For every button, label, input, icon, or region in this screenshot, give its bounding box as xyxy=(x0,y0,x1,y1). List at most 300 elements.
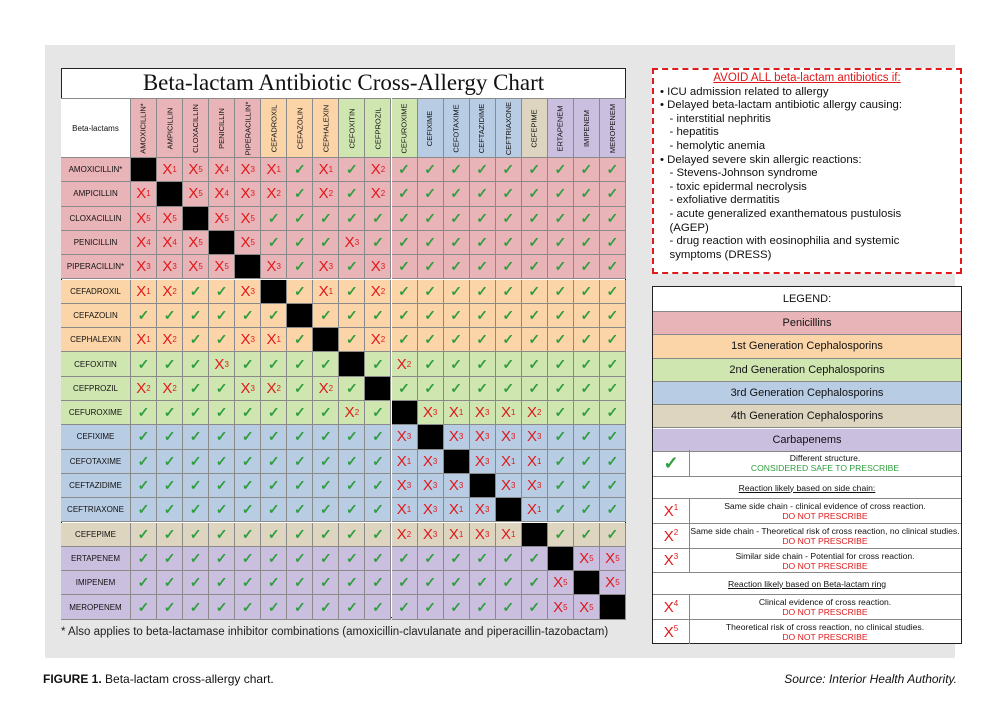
safe-check-cell: ✓ xyxy=(470,231,496,255)
safe-check-cell: ✓ xyxy=(600,523,626,547)
legend-group: 3rd Generation Cephalosporins xyxy=(653,382,961,405)
safe-check-cell: ✓ xyxy=(522,547,548,571)
safe-check-cell: ✓ xyxy=(157,450,183,474)
cross-reaction-cell: X 3 xyxy=(522,474,548,498)
diagonal-cell xyxy=(444,450,470,474)
safe-check-cell: ✓ xyxy=(313,498,339,522)
safe-check-cell: ✓ xyxy=(548,450,574,474)
cross-reaction-cell: X 3 xyxy=(209,352,235,376)
safe-check-cell: ✓ xyxy=(131,450,157,474)
diagonal-cell xyxy=(157,182,183,206)
safe-check-cell: ✓ xyxy=(183,547,209,571)
safe-check-cell: ✓ xyxy=(313,571,339,595)
safe-check-cell: ✓ xyxy=(522,158,548,182)
diagonal-cell xyxy=(600,595,626,619)
safe-check-cell: ✓ xyxy=(365,498,391,522)
x1-icon: $X^1$ xyxy=(653,499,690,523)
safe-check-cell: ✓ xyxy=(365,352,391,376)
safe-check-cell: ✓ xyxy=(339,207,365,231)
legend-x2 xyxy=(653,524,961,549)
avoid-list xyxy=(660,86,954,263)
cross-reaction-cell: X 5 xyxy=(157,207,183,231)
safe-check-cell: ✓ xyxy=(574,523,600,547)
safe-check-cell: ✓ xyxy=(261,523,287,547)
avoid-item: - exfoliative dermatitis xyxy=(660,194,780,207)
safe-check-cell: ✓ xyxy=(183,401,209,425)
safe-check-cell: ✓ xyxy=(209,401,235,425)
column-header: ERTAPENEM xyxy=(548,98,574,158)
safe-check-cell: ✓ xyxy=(235,595,261,619)
cross-reaction-cell: X 3 xyxy=(444,425,470,449)
diagonal-cell xyxy=(418,425,444,449)
cross-reaction-cell: X 5 xyxy=(548,571,574,595)
cross-reaction-cell: X 3 xyxy=(444,474,470,498)
legend-safe xyxy=(653,450,961,477)
safe-check-cell: ✓ xyxy=(470,352,496,376)
column-header: CEFAZOLIN xyxy=(287,98,313,158)
cross-reaction-cell: X 3 xyxy=(131,255,157,279)
cross-reaction-cell: X 3 xyxy=(313,255,339,279)
row-label: CEFOTAXIME xyxy=(61,450,131,474)
cross-reaction-cell: X 4 xyxy=(157,231,183,255)
safe-check-cell: ✓ xyxy=(313,352,339,376)
legend-x5-text: Theoretical risk of cross reaction, no clinical studies. xyxy=(725,622,925,632)
diagonal-cell xyxy=(313,328,339,352)
safe-check-cell: ✓ xyxy=(287,280,313,304)
safe-check-cell: ✓ xyxy=(496,328,522,352)
column-header: CEFPROZIL xyxy=(365,98,391,158)
safe-check-cell: ✓ xyxy=(261,450,287,474)
diagonal-cell xyxy=(261,280,287,304)
column-header: CEFADROXIL xyxy=(261,98,287,158)
safe-check-cell: ✓ xyxy=(365,571,391,595)
safe-check-cell: ✓ xyxy=(574,352,600,376)
cross-reaction-cell: X 3 xyxy=(522,425,548,449)
safe-check-cell: ✓ xyxy=(183,450,209,474)
safe-check-cell: ✓ xyxy=(235,523,261,547)
safe-check-cell: ✓ xyxy=(157,352,183,376)
safe-check-cell: ✓ xyxy=(574,158,600,182)
safe-check-cell: ✓ xyxy=(339,280,365,304)
safe-check-cell: ✓ xyxy=(600,352,626,376)
safe-check-cell: ✓ xyxy=(548,523,574,547)
safe-check-cell: ✓ xyxy=(392,328,418,352)
safe-check-cell: ✓ xyxy=(418,328,444,352)
safe-check-cell: ✓ xyxy=(365,207,391,231)
legend-safe-line2: CONSIDERED SAFE TO PRESCRIBE xyxy=(750,463,900,473)
safe-check-cell: ✓ xyxy=(418,255,444,279)
safe-check-cell: ✓ xyxy=(496,352,522,376)
safe-check-cell: ✓ xyxy=(131,595,157,619)
diagonal-cell xyxy=(574,571,600,595)
safe-check-cell: ✓ xyxy=(261,401,287,425)
safe-check-cell: ✓ xyxy=(600,377,626,401)
safe-check-cell: ✓ xyxy=(574,231,600,255)
safe-check-cell: ✓ xyxy=(600,401,626,425)
diagonal-cell xyxy=(365,377,391,401)
safe-check-cell: ✓ xyxy=(444,352,470,376)
safe-check-cell: ✓ xyxy=(339,255,365,279)
safe-check-cell: ✓ xyxy=(444,595,470,619)
safe-check-cell: ✓ xyxy=(313,474,339,498)
cross-reaction-cell: X 3 xyxy=(418,498,444,522)
safe-check-cell: ✓ xyxy=(183,595,209,619)
diagonal-cell xyxy=(209,231,235,255)
safe-check-cell: ✓ xyxy=(339,523,365,547)
safe-check-cell: ✓ xyxy=(183,474,209,498)
diagonal-cell xyxy=(496,498,522,522)
cross-reaction-cell: X 2 xyxy=(157,328,183,352)
row-label: CLOXACILLIN xyxy=(61,207,131,231)
safe-check-cell: ✓ xyxy=(287,352,313,376)
cross-reaction-cell: X 5 xyxy=(574,547,600,571)
safe-check-cell: ✓ xyxy=(600,280,626,304)
cross-reaction-cell: X 1 xyxy=(313,280,339,304)
legend-group: Penicillins xyxy=(653,312,961,335)
cross-reaction-cell: X 3 xyxy=(418,523,444,547)
safe-check-cell: ✓ xyxy=(313,231,339,255)
safe-check-cell: ✓ xyxy=(496,595,522,619)
column-header: AMPICILLIN xyxy=(157,98,183,158)
cross-reaction-cell: X 2 xyxy=(313,182,339,206)
safe-check-cell: ✓ xyxy=(157,401,183,425)
safe-check-cell: ✓ xyxy=(548,207,574,231)
row-label: AMOXICILLIN* xyxy=(61,158,131,182)
cross-reaction-cell: X 3 xyxy=(418,474,444,498)
safe-check-cell: ✓ xyxy=(287,255,313,279)
legend-x3-warning: DO NOT PRESCRIBE xyxy=(782,560,868,571)
cross-reaction-cell: X 1 xyxy=(444,498,470,522)
legend-ring-header: Reaction likely based on Beta-lactam ring xyxy=(653,573,961,595)
safe-check-cell: ✓ xyxy=(444,231,470,255)
safe-check-cell: ✓ xyxy=(209,595,235,619)
safe-check-cell: ✓ xyxy=(548,304,574,328)
avoid-item: - hepatitis xyxy=(660,126,719,139)
safe-check-cell: ✓ xyxy=(157,523,183,547)
safe-check-cell: ✓ xyxy=(600,207,626,231)
safe-check-cell: ✓ xyxy=(522,207,548,231)
column-header: PENICILLIN xyxy=(209,98,235,158)
safe-check-cell: ✓ xyxy=(131,425,157,449)
safe-check-cell: ✓ xyxy=(131,304,157,328)
safe-check-cell: ✓ xyxy=(496,571,522,595)
safe-check-cell: ✓ xyxy=(339,425,365,449)
cross-reaction-cell: X 3 xyxy=(392,425,418,449)
avoid-box xyxy=(652,68,962,274)
avoid-item: • Delayed severe skin allergic reactions: xyxy=(660,153,862,166)
safe-check-cell: ✓ xyxy=(548,425,574,449)
x4-icon: $X^4$ xyxy=(653,595,690,619)
cross-reaction-cell: X 2 xyxy=(157,280,183,304)
cross-reaction-cell: X 5 xyxy=(600,547,626,571)
safe-check-cell: ✓ xyxy=(339,595,365,619)
cross-reaction-cell: X 2 xyxy=(365,328,391,352)
safe-check-cell: ✓ xyxy=(183,523,209,547)
safe-check-cell: ✓ xyxy=(392,231,418,255)
avoid-item: symptoms (DRESS) xyxy=(660,248,772,261)
safe-check-cell: ✓ xyxy=(496,547,522,571)
safe-check-cell: ✓ xyxy=(209,425,235,449)
safe-check-cell: ✓ xyxy=(287,377,313,401)
safe-check-cell: ✓ xyxy=(418,595,444,619)
row-label: ERTAPENEM xyxy=(61,547,131,571)
safe-check-cell: ✓ xyxy=(183,352,209,376)
cross-reaction-cell: X 1 xyxy=(131,328,157,352)
safe-check-cell: ✓ xyxy=(574,474,600,498)
safe-check-cell: ✓ xyxy=(574,377,600,401)
cross-reaction-cell: X 2 xyxy=(365,158,391,182)
safe-check-cell: ✓ xyxy=(209,377,235,401)
safe-check-cell: ✓ xyxy=(418,571,444,595)
cross-reaction-cell: X 1 xyxy=(496,523,522,547)
safe-check-cell: ✓ xyxy=(548,182,574,206)
cross-reaction-cell: X 3 xyxy=(470,450,496,474)
safe-check-cell: ✓ xyxy=(600,304,626,328)
x3-icon: $X^3$ xyxy=(653,549,690,572)
cross-reaction-cell: X 1 xyxy=(522,498,548,522)
cross-reaction-cell: X 3 xyxy=(418,401,444,425)
safe-check-cell: ✓ xyxy=(574,182,600,206)
safe-check-cell: ✓ xyxy=(418,377,444,401)
safe-check-cell: ✓ xyxy=(470,255,496,279)
cross-reaction-cell: X 2 xyxy=(392,352,418,376)
safe-check-cell: ✓ xyxy=(574,255,600,279)
cross-reaction-cell: X 3 xyxy=(339,231,365,255)
safe-check-cell: ✓ xyxy=(313,401,339,425)
cross-reaction-cell: X 1 xyxy=(313,158,339,182)
diagonal-cell xyxy=(548,547,574,571)
row-label: CEFOXITIN xyxy=(61,352,131,376)
safe-check-cell: ✓ xyxy=(444,328,470,352)
safe-check-cell: ✓ xyxy=(470,547,496,571)
safe-check-cell: ✓ xyxy=(157,474,183,498)
safe-check-cell: ✓ xyxy=(574,401,600,425)
row-header-label: Beta-lactams xyxy=(61,98,131,158)
safe-check-cell: ✓ xyxy=(548,328,574,352)
safe-check-cell: ✓ xyxy=(339,304,365,328)
safe-check-cell: ✓ xyxy=(365,425,391,449)
cross-reaction-cell: X 3 xyxy=(418,450,444,474)
safe-check-cell: ✓ xyxy=(548,352,574,376)
chart-title: Beta-lactam Antibiotic Cross-Allergy Chart xyxy=(142,70,545,95)
safe-check-cell: ✓ xyxy=(548,401,574,425)
safe-check-cell: ✓ xyxy=(522,255,548,279)
safe-check-cell: ✓ xyxy=(522,377,548,401)
safe-check-cell: ✓ xyxy=(392,304,418,328)
safe-check-cell: ✓ xyxy=(235,450,261,474)
safe-check-cell: ✓ xyxy=(496,207,522,231)
diagonal-cell xyxy=(287,304,313,328)
cross-reaction-cell: X 2 xyxy=(339,401,365,425)
legend-title: LEGEND: xyxy=(653,287,961,312)
safe-check-cell: ✓ xyxy=(261,352,287,376)
safe-check-cell: ✓ xyxy=(157,571,183,595)
safe-check-cell: ✓ xyxy=(496,255,522,279)
chart-footnote: * Also applies to beta-lactamase inhibitor combinations (amoxicillin-clavulanate and piperacillin-tazobactam) xyxy=(61,626,609,638)
safe-check-cell: ✓ xyxy=(392,158,418,182)
diagonal-cell xyxy=(522,523,548,547)
safe-check-cell: ✓ xyxy=(157,498,183,522)
safe-check-cell: ✓ xyxy=(235,401,261,425)
safe-check-cell: ✓ xyxy=(418,182,444,206)
safe-check-cell: ✓ xyxy=(183,304,209,328)
safe-check-cell: ✓ xyxy=(444,280,470,304)
avoid-item: - Stevens-Johnson syndrome xyxy=(660,167,818,180)
column-header: CEFTRIAXONE xyxy=(496,98,522,158)
safe-check-cell: ✓ xyxy=(287,182,313,206)
row-label: AMPICILLIN xyxy=(61,182,131,206)
row-label: CEFAZOLIN xyxy=(61,304,131,328)
safe-check-cell: ✓ xyxy=(287,595,313,619)
legend-group: 2nd Generation Cephalosporins xyxy=(653,359,961,382)
safe-check-cell: ✓ xyxy=(600,231,626,255)
safe-check-cell: ✓ xyxy=(235,474,261,498)
safe-check-cell: ✓ xyxy=(444,255,470,279)
safe-check-cell: ✓ xyxy=(235,352,261,376)
safe-check-cell: ✓ xyxy=(574,304,600,328)
safe-check-cell: ✓ xyxy=(522,328,548,352)
safe-check-cell: ✓ xyxy=(313,595,339,619)
safe-check-cell: ✓ xyxy=(287,401,313,425)
safe-check-cell: ✓ xyxy=(209,304,235,328)
safe-check-cell: ✓ xyxy=(392,182,418,206)
cross-reaction-cell: X 3 xyxy=(235,182,261,206)
safe-check-cell: ✓ xyxy=(209,571,235,595)
safe-check-cell: ✓ xyxy=(522,231,548,255)
column-header: IMIPENEM xyxy=(574,98,600,158)
safe-check-cell: ✓ xyxy=(261,595,287,619)
cross-reaction-cell: X 5 xyxy=(131,207,157,231)
legend-x2-warning: DO NOT PRESCRIBE xyxy=(782,536,868,546)
cross-reaction-cell: X 4 xyxy=(131,231,157,255)
safe-check-cell: ✓ xyxy=(496,304,522,328)
safe-check-cell: ✓ xyxy=(574,328,600,352)
safe-check-cell: ✓ xyxy=(157,425,183,449)
cross-reaction-cell: X 3 xyxy=(496,425,522,449)
safe-check-cell: ✓ xyxy=(365,401,391,425)
safe-check-cell: ✓ xyxy=(444,571,470,595)
cross-reaction-cell: X 2 xyxy=(131,377,157,401)
safe-check-cell: ✓ xyxy=(548,498,574,522)
x2-icon: $X^2$ xyxy=(653,524,690,548)
column-header: CEFIXIME xyxy=(418,98,444,158)
safe-check-cell: ✓ xyxy=(600,425,626,449)
safe-check-cell: ✓ xyxy=(418,547,444,571)
legend-group: Carbapenems xyxy=(653,429,961,452)
safe-check-cell: ✓ xyxy=(287,523,313,547)
safe-check-cell: ✓ xyxy=(444,304,470,328)
safe-check-cell: ✓ xyxy=(287,498,313,522)
safe-check-cell: ✓ xyxy=(470,328,496,352)
cross-reaction-cell: X 3 xyxy=(261,255,287,279)
safe-check-cell: ✓ xyxy=(365,474,391,498)
avoid-title: AVOID ALL beta-lactam antibiotics if: xyxy=(713,72,901,84)
avoid-item: • ICU admission related to allergy xyxy=(660,85,829,98)
cross-reaction-cell: X 5 xyxy=(209,255,235,279)
cross-reaction-cell: X 1 xyxy=(444,401,470,425)
safe-check-cell: ✓ xyxy=(444,207,470,231)
legend-x1-text: Same side chain - clinical evidence of cross reaction. xyxy=(724,501,926,511)
diagonal-cell xyxy=(470,474,496,498)
safe-check-cell: ✓ xyxy=(339,474,365,498)
safe-check-cell: ✓ xyxy=(183,377,209,401)
row-label: CEPHALEXIN xyxy=(61,328,131,352)
safe-check-cell: ✓ xyxy=(418,158,444,182)
cross-reaction-cell: X 2 xyxy=(392,523,418,547)
legend-group: 4th Generation Cephalosporins xyxy=(653,405,961,428)
safe-check-cell: ✓ xyxy=(287,571,313,595)
safe-check-cell: ✓ xyxy=(339,182,365,206)
cross-reaction-cell: X 5 xyxy=(183,158,209,182)
safe-check-cell: ✓ xyxy=(574,280,600,304)
safe-check-cell: ✓ xyxy=(131,352,157,376)
safe-check-cell: ✓ xyxy=(313,547,339,571)
cross-reaction-cell: X 1 xyxy=(522,450,548,474)
safe-check-cell: ✓ xyxy=(339,328,365,352)
cross-reaction-cell: X 1 xyxy=(261,328,287,352)
cross-reaction-cell: X 3 xyxy=(470,425,496,449)
safe-check-cell: ✓ xyxy=(600,158,626,182)
safe-check-cell: ✓ xyxy=(444,182,470,206)
legend-x4-text: Clinical evidence of cross reaction. xyxy=(758,597,892,607)
safe-check-cell: ✓ xyxy=(313,450,339,474)
legend xyxy=(652,286,962,644)
safe-check-cell: ✓ xyxy=(339,158,365,182)
safe-check-cell: ✓ xyxy=(522,304,548,328)
safe-check-cell: ✓ xyxy=(548,158,574,182)
diagonal-cell xyxy=(235,255,261,279)
column-header: CEFTAZIDIME xyxy=(470,98,496,158)
safe-check-cell: ✓ xyxy=(600,474,626,498)
avoid-item: (AGEP) xyxy=(660,221,709,234)
safe-check-cell: ✓ xyxy=(339,571,365,595)
cross-reaction-cell: X 3 xyxy=(470,523,496,547)
row-label: CEFIXIME xyxy=(61,425,131,449)
safe-check-cell: ✓ xyxy=(261,571,287,595)
cross-reaction-cell: X 4 xyxy=(209,158,235,182)
cross-reaction-cell: X 5 xyxy=(183,231,209,255)
safe-check-cell: ✓ xyxy=(209,280,235,304)
cross-reaction-cell: X 5 xyxy=(235,207,261,231)
cross-reaction-cell: X 3 xyxy=(496,474,522,498)
safe-check-cell: ✓ xyxy=(444,547,470,571)
safe-check-cell: ✓ xyxy=(287,425,313,449)
column-header: CEPHALEXIN xyxy=(313,98,339,158)
safe-check-cell: ✓ xyxy=(574,498,600,522)
safe-check-cell: ✓ xyxy=(600,255,626,279)
safe-check-cell: ✓ xyxy=(496,377,522,401)
diagonal-cell xyxy=(392,401,418,425)
safe-check-cell: ✓ xyxy=(365,450,391,474)
safe-check-cell: ✓ xyxy=(548,255,574,279)
safe-check-cell: ✓ xyxy=(131,571,157,595)
column-header: CEFOTAXIME xyxy=(444,98,470,158)
safe-check-cell: ✓ xyxy=(235,425,261,449)
avoid-item: - drug reaction with eosinophilia and systemic xyxy=(660,235,900,248)
legend-x3 xyxy=(653,549,961,573)
cross-reaction-cell: X 1 xyxy=(496,401,522,425)
safe-check-cell: ✓ xyxy=(496,280,522,304)
safe-check-cell: ✓ xyxy=(339,547,365,571)
cross-reaction-cell: X 3 xyxy=(365,255,391,279)
cross-reaction-cell: X 5 xyxy=(183,255,209,279)
safe-check-cell: ✓ xyxy=(574,425,600,449)
cross-reaction-cell: X 2 xyxy=(522,401,548,425)
legend-group: 1st Generation Cephalosporins xyxy=(653,335,961,358)
safe-check-cell: ✓ xyxy=(287,207,313,231)
safe-check-cell: ✓ xyxy=(313,523,339,547)
column-header: CEFEPIME xyxy=(522,98,548,158)
